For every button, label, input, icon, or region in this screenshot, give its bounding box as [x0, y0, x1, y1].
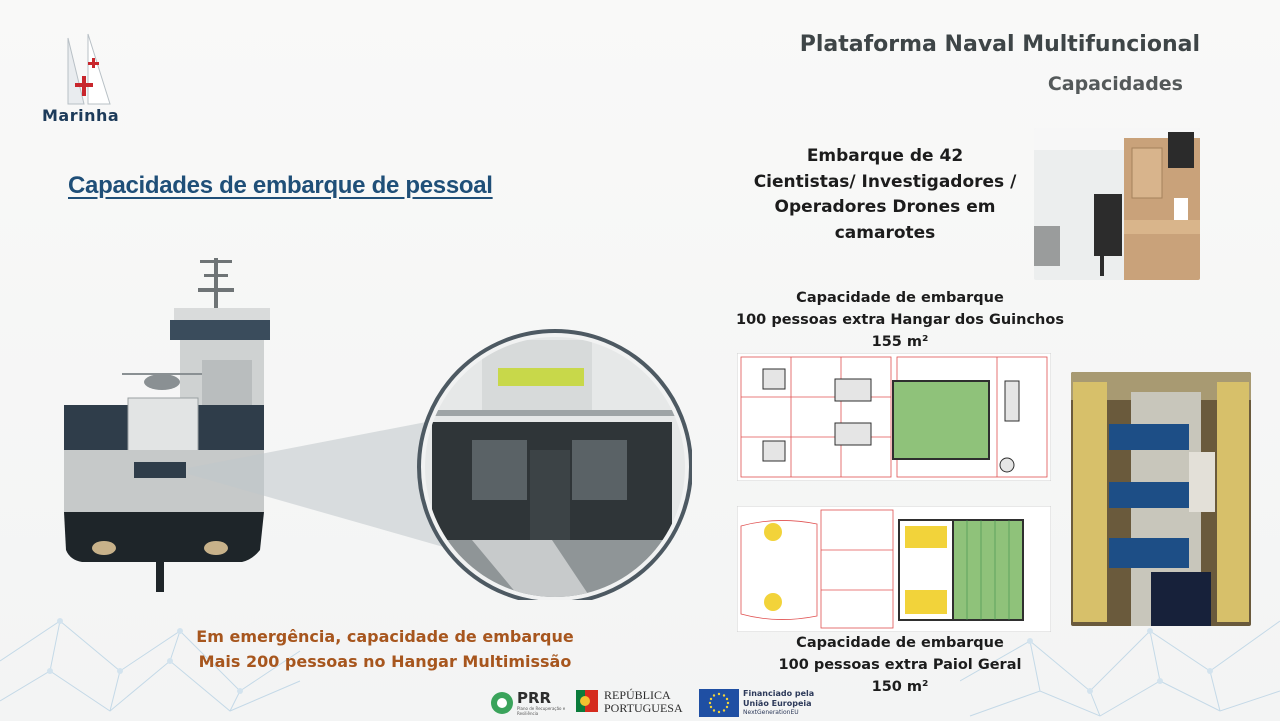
berth-photo: [1071, 372, 1251, 626]
embarque-cientistas-text: [740, 144, 1030, 246]
eu-line-3: NextGenerationEU: [743, 709, 799, 716]
paiol-geral-line-2: 100 pessoas extra Paiol Geral: [778, 657, 1022, 673]
deck-plan-hangar-guinchos: [737, 353, 1051, 481]
hangar-guinchos-line-1: Capacidade de embarque: [796, 290, 1004, 306]
eu-logo: [699, 689, 819, 719]
embarque-line-3: Operadores Drones em: [774, 197, 996, 217]
paiol-geral-line-3: 150 m²: [871, 679, 929, 695]
cabin-photo: [1034, 128, 1200, 280]
embarque-line-4: camarotes: [834, 222, 936, 243]
logo-text: Marinha: [42, 106, 120, 125]
embarque-line-2: Cientistas/ Investigadores /: [753, 171, 1017, 192]
page-subtitle: Capacidades: [1047, 73, 1183, 95]
embarque-line-1: Embarque de 42: [806, 146, 964, 166]
prr-sublabel: Plano de Recuperação e Resiliência: [517, 706, 566, 716]
hangar-guinchos-line-3: 155 m²: [871, 334, 929, 350]
emergencia-text: [170, 624, 600, 674]
emergencia-line-2: Mais 200 pessoas no Hangar Multimissão: [198, 652, 572, 671]
eu-flag-icon: [699, 689, 739, 717]
republica-line-2: PORTUGUESA: [604, 701, 683, 715]
prr-label: PRR: [517, 689, 552, 707]
emergencia-line-1: Em emergência, capacidade de embarque: [196, 627, 574, 646]
paiol-geral-line-1: Capacidade de embarque: [796, 635, 1004, 651]
republica-text: [604, 689, 683, 715]
page-title: Plataforma Naval Multifuncional: [799, 32, 1200, 57]
republica-logo: [576, 688, 690, 718]
prr-logo: [490, 689, 570, 719]
republica-line-1: REPÚBLICA: [604, 688, 671, 702]
eu-line-1: Financiado pela: [743, 689, 815, 698]
hangar-guinchos-text: [735, 287, 1065, 353]
portugal-flag-icon: [576, 688, 600, 714]
deck-plan-paiol-geral: [737, 506, 1051, 632]
section-heading: Capacidades de embarque de pessoal: [68, 172, 493, 199]
eu-line-2: União Europeia: [743, 698, 812, 708]
hangar-guinchos-line-2: 100 pessoas extra Hangar dos Guinchos: [736, 312, 1064, 328]
eu-text: [743, 689, 814, 718]
marinha-logo: [58, 32, 116, 110]
ship-illustration: [52, 250, 692, 600]
prr-icon: [490, 691, 514, 715]
